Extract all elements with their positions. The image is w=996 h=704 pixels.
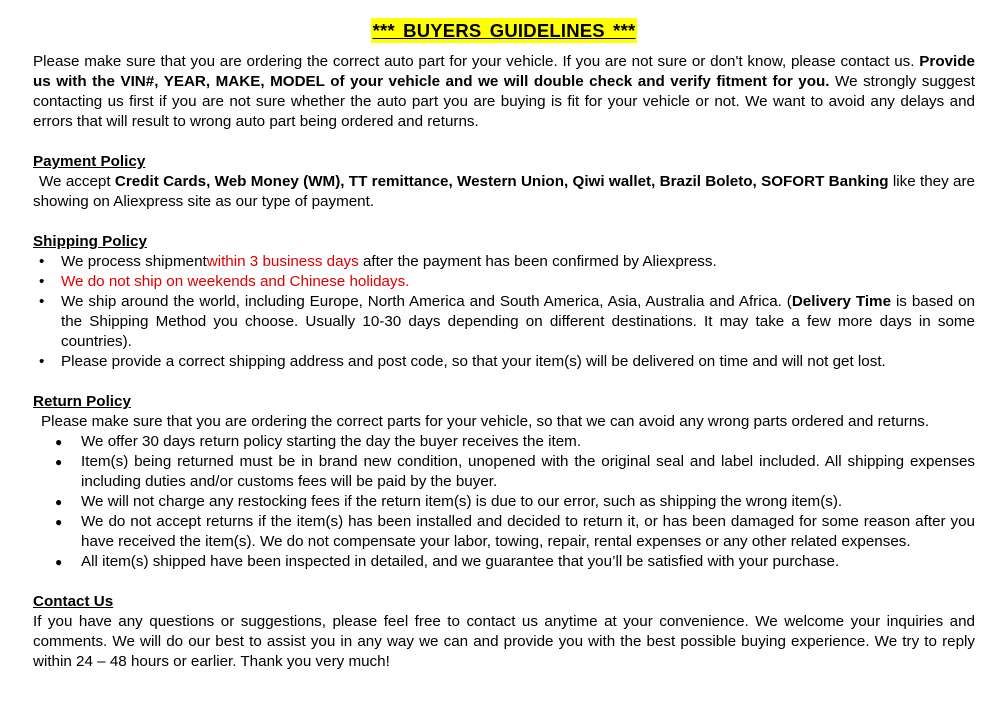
intro-text-1: Please make sure that you are ordering the correct auto part for your vehicle. If you are not sure or don't know, please contact us. xyxy=(33,53,915,70)
return-lead: Please make sure that you are ordering the correct parts for your vehicle, so that we can avoid any wrong parts ordered and returns. xyxy=(41,413,930,430)
payment-methods: Credit Cards, Web Money (WM), TT remittance, Western Union, Qiwi wallet, Brazil Boleto, SOFORT Banking xyxy=(114,173,889,190)
shipping-item-4: Please provide a correct shipping address and post code, so that your item(s) will be delivered on time and will not get lost. xyxy=(61,353,886,370)
shipping-item-3-bold: Delivery Time xyxy=(791,293,892,310)
shipping-heading: Shipping Policy xyxy=(33,233,147,250)
return-heading: Return Policy xyxy=(33,393,131,410)
payment-lead: We accept xyxy=(39,173,111,190)
bullet-icon: ● xyxy=(55,495,63,509)
bullet-icon: • xyxy=(39,353,45,370)
bullet-icon: ● xyxy=(55,435,63,449)
title-wrap xyxy=(33,18,975,45)
bullet-icon: • xyxy=(39,293,45,310)
spacer xyxy=(33,132,975,152)
shipping-list xyxy=(33,252,975,372)
list-item xyxy=(33,272,975,292)
list-item xyxy=(33,292,975,352)
contact-paragraph: If you have any questions or suggestions, please feel free to contact us anytime at your convenience. We welcome your inquiries and comments. We will do our best to assist you in any way we can and provide you with the best possible buying experience. We try to reply within 24 – 48 hours or earlier. Thank you very much! xyxy=(33,613,975,670)
return-list xyxy=(33,432,975,572)
shipping-item-3-post: is based on the Shipping Method you choose. Usually 10-30 days depending on different destinations. It may take a few more days in some countries). xyxy=(61,293,975,350)
shipping-item-1-post: after the payment has been confirmed by Aliexpress. xyxy=(362,253,717,270)
list-item xyxy=(33,352,975,372)
bullet-icon: • xyxy=(39,253,45,270)
list-item xyxy=(33,552,975,572)
page-title: *** BUYERS GUIDELINES *** xyxy=(372,20,636,41)
payment-tail: like they are showing on Aliexpress site as our type of payment. xyxy=(33,173,975,210)
shipping-item-1-pre: We process shipment xyxy=(61,253,207,270)
guidelines-page xyxy=(33,18,975,672)
list-item xyxy=(33,452,975,492)
return-item-text: Item(s) being returned must be in brand new condition, unopened with the original seal and label included. All shipping expenses including duties and/or customs fees will be paid by the buyer. xyxy=(81,453,975,490)
intro-paragraph xyxy=(33,52,975,132)
shipping-item-2: We do not ship on weekends and Chinese holidays. xyxy=(61,273,410,290)
list-item xyxy=(33,492,975,512)
payment-heading: Payment Policy xyxy=(33,153,146,170)
bullet-icon: ● xyxy=(55,515,63,529)
return-item-text: We do not accept returns if the item(s) has been installed and decided to return it, or has been damaged for some reason after you have received the item(s). We do not compensate your labor, towing, repair, rental expenses or any other related expenses. xyxy=(81,513,975,550)
payment-paragraph xyxy=(33,172,975,212)
spacer xyxy=(33,212,975,232)
intro-bold-text: Provide us with the VIN#, YEAR, MAKE, MODEL of your vehicle and we will double check and verify fitment for you. xyxy=(33,53,975,90)
intro-text-2: We strongly suggest contacting us first if you are not sure whether the auto part you are buying is fit for your vehicle or not. We want to avoid any delays and errors that will result to wrong auto part being ordered and returns. xyxy=(33,73,975,130)
contact-heading: Contact Us xyxy=(33,593,114,610)
list-item xyxy=(33,252,975,272)
return-item-text: We will not charge any restocking fees if the return item(s) is due to our error, such as shipping the wrong item(s). xyxy=(81,493,843,510)
shipping-item-1-red: within 3 business days xyxy=(206,253,359,270)
bullet-icon: • xyxy=(39,273,45,290)
list-item xyxy=(33,432,975,452)
spacer xyxy=(33,372,975,392)
bullet-icon: ● xyxy=(55,455,63,469)
shipping-item-3-pre: We ship around the world, including Europe, North America and South America, Asia, Australia and Africa. ( xyxy=(61,293,792,310)
list-item xyxy=(33,512,975,552)
return-item-text: We offer 30 days return policy starting the day the buyer receives the item. xyxy=(81,433,582,450)
bullet-icon: ● xyxy=(55,555,63,569)
return-item-text: All item(s) shipped have been inspected in detailed, and we guarantee that you’ll be satisfied with your purchase. xyxy=(81,553,840,570)
spacer xyxy=(33,572,975,592)
